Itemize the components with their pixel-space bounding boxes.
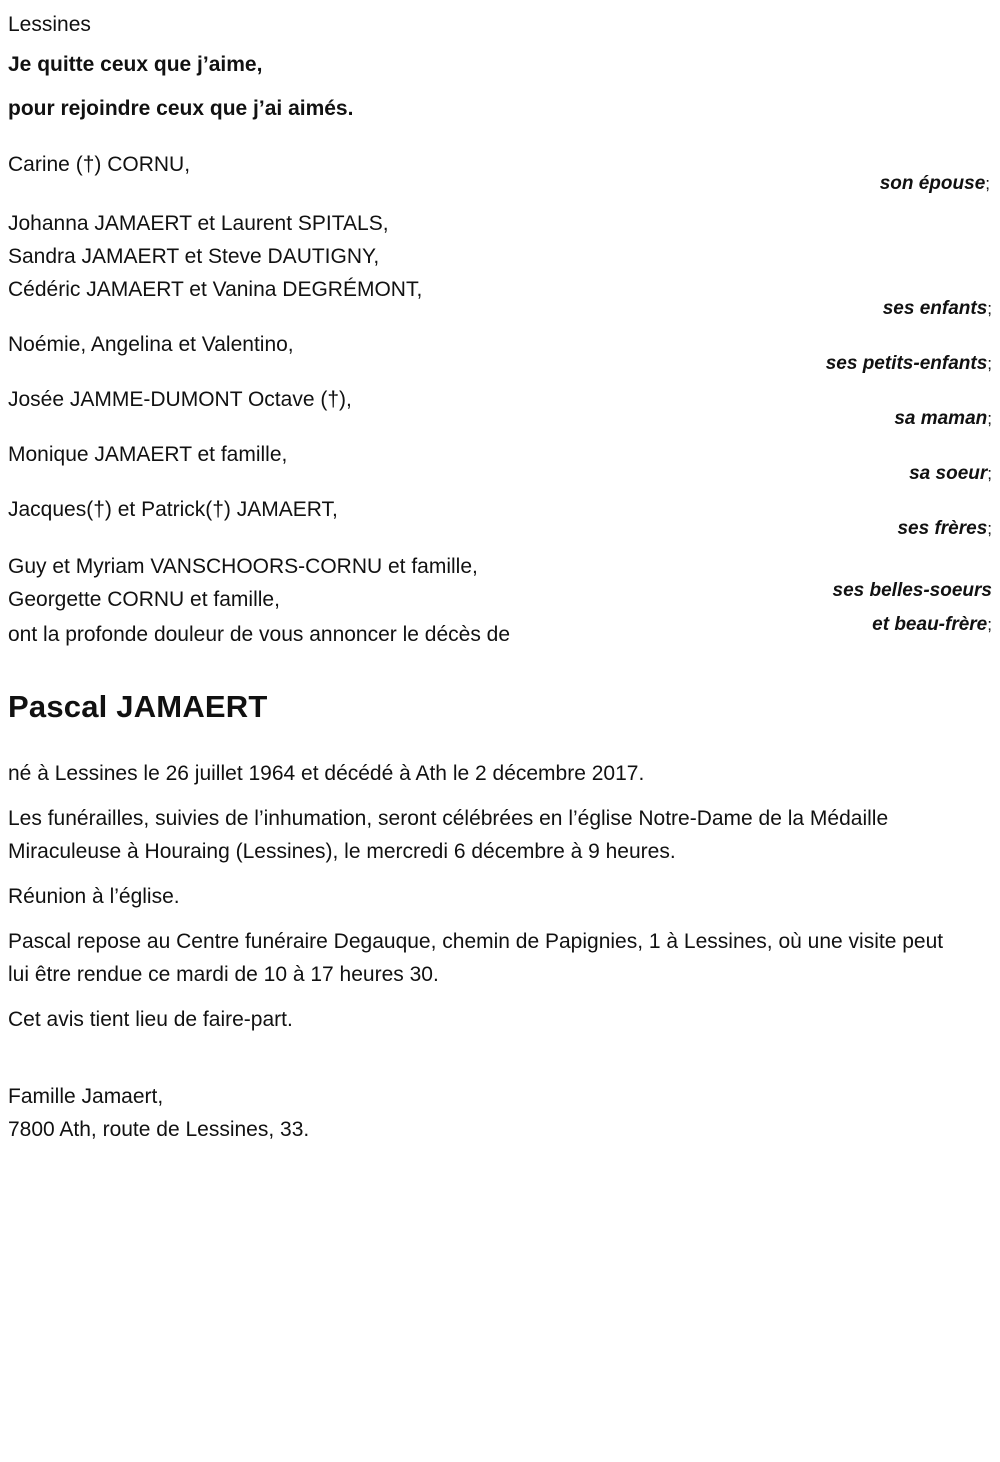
signature-line: 7800 Ath, route de Lessines, 33. [8,1118,310,1141]
family-names-grandchildren [8,328,294,361]
funeral-paragraph: Les funérailles, suivies de l’inhumation, seront célébrées en l’église Notre-Dame de la Médaille Miraculeuse à Houraing (Lessines), le mercredi 6 décembre à 9 heures. [8,807,889,863]
family-group-spouse [8,148,992,194]
visitation-paragraph: Pascal repose au Centre funéraire Degauque, chemin de Papignies, 1 à Lessines, où une visite peut lui être rendue ce mardi de 10 à 17 heures 30. [8,930,944,986]
announcement-line: ont la profonde douleur de vous annoncer le décès de [8,623,511,646]
family-name-line: Carine (†) CORNU, [8,153,191,176]
notice-paragraph: Cet avis tient lieu de faire-part. [8,1008,293,1031]
family-group-brothers [8,493,992,539]
relation-text: son épouse [879,173,986,194]
relation-label-spouse [860,169,992,199]
relation-label-sister [889,459,992,489]
relation-suffix: ; [987,519,992,538]
relation-suffix: ; [987,299,992,318]
relation-suffix: ; [987,409,992,428]
relation-suffix: ; [987,464,992,483]
relation-text: ses enfants [882,298,988,319]
family-name-line: Cédéric JAMAERT et Vanina DEGRÉMONT, [8,278,423,301]
birth-death-paragraph: né à Lessines le 26 juillet 1964 et décédé à Ath le 2 décembre 2017. [8,762,645,785]
relation-text: ses petits-enfants [825,353,988,374]
relation-text: ses frères [897,518,988,539]
signature-line: Famille Jamaert, [8,1085,164,1108]
family-names-brothers [8,493,338,526]
details-block [8,757,992,1036]
family-name-line: Johanna JAMAERT et Laurent SPITALS, [8,212,389,235]
family-name-line: Monique JAMAERT et famille, [8,443,288,466]
family-group-sister [8,438,992,484]
family-name-line: Jacques(†) et Patrick(†) JAMAERT, [8,498,338,521]
family-name-line: Georgette CORNU et famille, [8,588,280,611]
relation-suffix: ; [985,174,992,193]
relation-label-mother [874,404,992,434]
relation-text: sa soeur [909,463,988,484]
relation-suffix: ; [987,615,992,634]
epigraph-line-2: pour rejoindre ceux que j’ai aimés. [8,97,354,120]
relation-text-line-1: ses belles-soeurs [832,580,992,601]
family-name-line: Noémie, Angelina et Valentino, [8,333,294,356]
relation-text-line-2-wrap [833,608,992,642]
relation-label-inlaws [813,574,992,642]
deceased-name: Pascal JAMAERT [8,689,268,724]
relation-label-grandchildren [806,349,992,379]
family-group-mother [8,383,992,429]
relation-suffix: ; [987,354,992,373]
family-group-children [8,207,992,319]
family-names-children [8,207,422,306]
locality-label: Lessines [8,13,91,36]
family-names-sister [8,438,287,471]
gathering-paragraph: Réunion à l’église. [8,885,180,908]
family-group-grandchildren [8,328,992,374]
relation-label-brothers [877,514,992,544]
family-name-line: Sandra JAMAERT et Steve DAUTIGNY, [8,245,380,268]
signature-block [8,1080,992,1146]
family-names-spouse [8,148,190,181]
epigraph-line-1: Je quitte ceux que j’aime, [8,53,263,76]
family-names-mother [8,383,352,416]
family-names-inlaws [8,550,478,616]
relation-label-children [863,294,992,324]
family-name-line: Josée JAMME-DUMONT Octave (†), [8,388,352,411]
relation-text: sa maman [894,408,988,429]
family-name-line: Guy et Myriam VANSCHOORS-CORNU et famille, [8,555,478,578]
relation-text-line-2: et beau-frère [872,614,988,635]
